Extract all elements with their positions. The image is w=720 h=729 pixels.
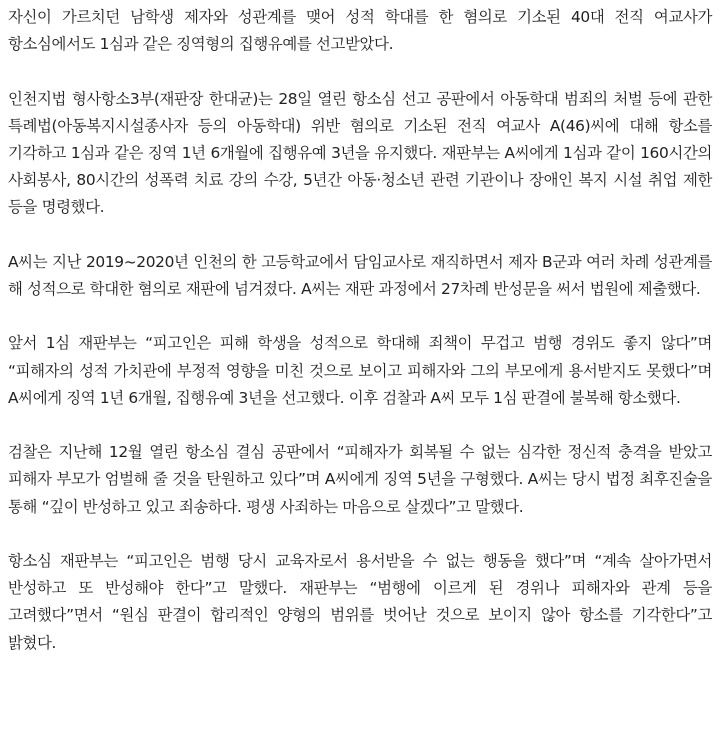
article-paragraph: 검찰은 지난해 12월 열린 항소심 결심 공판에서 “피해자가 회복될 수 없는 심각한 정신적 충격을 받았고 피해자 부모가 엄벌해 줄 것을 탄원하고 있다”며 A씨에게 징역 5년을 구형했다. A씨는 당시 법정 최후진술을 통해 “깊이 반성하고 있고 죄송하다. 평생 사죄하는 마음으로 살겠다”고 말했다.	[8, 443, 712, 516]
article-paragraph: 항소심 재판부는 “피고인은 범행 당시 교육자로서 용서받을 수 없는 행동을 했다”며 “계속 살아가면서 반성하고 또 반성해야 한다”고 말했다. 재판부는 “범행에 이르게 된 경위나 피해자와 관계 등을 고려했다”면서 “원심 판결이 합리적인 양형의 범위를 벗어난 것으로 보이지 않아 항소를 기각한다”고 밝혔다.	[8, 551, 712, 652]
article-paragraph: A씨는 지난 2019~2020년 인천의 한 고등학교에서 담임교사로 재직하면서 제자 B군과 여러 차례 성관계를 해 성적으로 학대한 혐의로 재판에 넘겨졌다. A씨는 재판 과정에서 27차례 반성문을 써서 법원에 제출했다.	[8, 252, 712, 298]
article-paragraph: 인천지법 형사항소3부(재판장 한대균)는 28일 열린 항소심 선고 공판에서 아동학대 범죄의 처벌 등에 관한 특례법(아동복지시설종사자 등의 아동학대) 위반 혐의로 기소된 전직 여교사 A(46)씨에 대해 항소를 기각하고 1심과 같은 징역 1년 6개월에 집행유예 3년을 유지했다. 재판부는 A씨에게 1심과 같이 160시간의 사회봉사, 80시간의 성폭력 치료 강의 수강, 5년간 아동·청소년 관련 기관이나 장애인 복지 시설 취업 제한 등을 명령했다.	[8, 89, 712, 217]
article-paragraph: 앞서 1심 재판부는 “피고인은 피해 학생을 성적으로 학대해 죄책이 무겁고 범행 경위도 좋지 않다”며 “피해자의 성적 가치관에 부정적 영향을 미친 것으로 보이고 피해자와 그의 부모에게 용서받지도 못했다”며 A씨에게 징역 1년 6개월, 집행유예 3년을 선고했다. 이후 검찰과 A씨 모두 1심 판결에 불복해 항소했다.	[8, 334, 712, 407]
article-paragraph: 자신이 가르치던 남학생 제자와 성관계를 맺어 성적 학대를 한 혐의로 기소된 40대 전직 여교사가 항소심에서도 1심과 같은 징역형의 집행유예를 선고받았다.	[8, 8, 712, 54]
